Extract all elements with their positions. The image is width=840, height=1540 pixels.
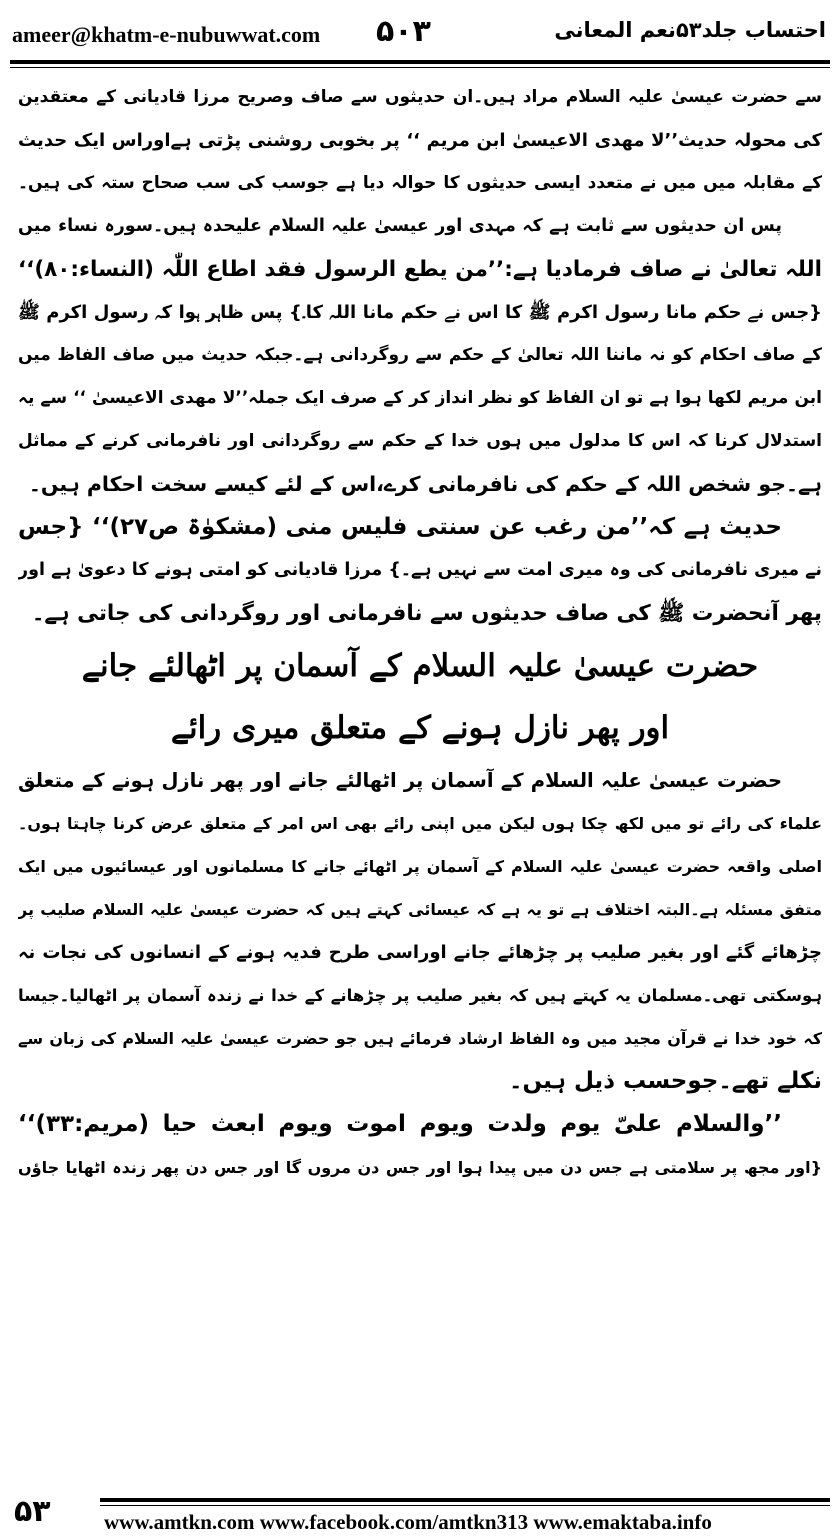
text-line: کہ خود خدا نے قرآن مجید میں وہ الفاظ ارشاد فرمائے ہیں جو حضرت عیسیٰ علیہ السلام کی زبان سے xyxy=(18,1029,822,1048)
text-line: کی محولہ حدیث’’لا مھدی الاعیسیٰ ابن مریم ‘‘ پر بخوبی روشنی پڑتی ہےاوراس ایک حدیث xyxy=(18,130,822,151)
text-line: نے میری نافرمانی کی وہ میری امت سے نہیں ہے۔} مرزا قادیانی کو امتی ہونے کا دعویٰ ہے اور xyxy=(18,560,822,580)
section-heading-line-1: حضرت عیسیٰ علیہ السلام کے آسمان پر اٹھالئے جانے xyxy=(81,648,759,684)
text-line: اصلی واقعہ حضرت عیسیٰ علیہ السلام کے آسمان پر اٹھائے جانے کا مسلمانوں اور عیسائیوں میں ایک xyxy=(18,857,822,876)
text-line: حدیث ہے کہ’’من رغب عن سنتی فلیس منی (مشکوٰۃ ص۲۷)‘‘ {جس xyxy=(18,514,782,540)
text-line: نکلے تھے۔جوحسب ذیل ہیں۔ xyxy=(508,1068,822,1094)
quote-line: ’’والسلام علیّ یوم ولدت ویوم اموت ویوم ابعث حیا (مریم:۳۳)‘‘ xyxy=(18,1111,782,1137)
header-page-number: ۵۰۳ xyxy=(376,14,431,49)
page-body xyxy=(18,76,822,1446)
text-line: ابن مریم لکھا ہوا ہے تو ان الفاظ کو نظر انداز کر کے صرف ایک جملہ’’لا مھدی الاعیسیٰ ‘‘ سے یہ xyxy=(18,388,822,408)
header-email[interactable]: ameer@khatm-e-nubuwwat.com xyxy=(12,22,321,47)
text-line: سے حضرت عیسیٰ علیہ السلام مراد ہیں۔ان حدیثوں سے صاف وصریح مرزا قادیانی کے معتقدین xyxy=(18,87,822,107)
text-line: {اور مجھ پر سلامتی ہے جس دن میں پیدا ہوا اور جس دن مروں گا اور جس دن پھر زندہ اٹھایا جاؤں xyxy=(18,1158,822,1177)
text-line: اللہ تعالیٰ نے صاف فرمادیا ہے:’’من یطع الرسول فقد اطاع اللّٰہ (النساء:۸۰)‘‘ xyxy=(18,257,822,282)
header-rule-thin xyxy=(10,67,830,68)
footer-rule-thin xyxy=(100,1505,830,1506)
text-line: ہوسکتی تھی۔مسلمان یہ کہتے ہیں کہ بغیر صلیب پر چڑھانے کے خدا نے زندہ آسمان پر اٹھالیا۔جیسا xyxy=(18,986,822,1005)
text-line: کے مقابلہ میں میں نے متعدد ایسی حدیثوں کا حوالہ دیا ہے جوسب کی سب صحاح ستہ کی ہیں۔ xyxy=(18,173,822,193)
text-line: علماء کی رائے تو میں لکھ چکا ہوں لیکن میں اپنی رائے بھی اس امر کے متعلق عرض کرنا چاہتا ہوں۔ xyxy=(18,814,822,833)
text-line: حضرت عیسیٰ علیہ السلام کے آسمان پر اٹھالئے جانے اور پھر نازل ہونے کے متعلق xyxy=(18,769,782,792)
text-line: متفق مسئلہ ہے۔البتہ اختلاف ہے تو یہ ہے کہ عیسائی کہتے ہیں کہ حضرت عیسیٰ علیہ السلام صلیب پر xyxy=(18,900,822,919)
header-rule-thick xyxy=(10,60,830,64)
footer-rule-thick xyxy=(100,1498,830,1502)
text-line: چڑھائے گئے اور بغیر صلیب پر چڑھائے جانے اوراسی طرح فدیہ ہونے کے انسانوں کی نجات نہ xyxy=(18,942,822,963)
text-line: پس ان حدیثوں سے ثابت ہے کہ مہدی اور عیسیٰ علیہ السلام علیحدہ ہیں۔سورہ نساء میں xyxy=(18,216,782,236)
text-line: ہے۔جو شخص اللہ کے حکم کی نافرمانی کرے،اس کے لئے کیسے سخت احکام ہیں۔ xyxy=(28,472,822,496)
page-footer xyxy=(0,1490,840,1540)
text-line: پھر آنحضرت ﷺ کی صاف حدیثوں سے نافرمانی اور روگردانی کی جاتی ہے۔ xyxy=(31,601,822,626)
header-book-title: احتساب جلد۵۳نعم المعانی xyxy=(554,18,826,42)
footer-page-number: ۵۳ xyxy=(14,1494,51,1529)
page-header xyxy=(0,0,840,70)
text-line: {جس نے حکم مانا رسول اکرم ﷺ کا اس نے حکم مانا اللہ کا۔} پس ظاہر ہوا کہ رسول اکرم ﷺ xyxy=(18,302,822,323)
section-heading-line-2: اور پھر نازل ہونے کے متعلق میری رائے xyxy=(170,710,670,746)
text-line: کے صاف احکام کو نہ ماننا اللہ تعالیٰ کے حکم سے روگردانی ہے۔جبکہ حدیث میں صاف الفاظ میں xyxy=(18,345,822,365)
footer-links[interactable]: www.amtkn.com www.facebook.com/amtkn313 www.emaktaba.info xyxy=(104,1510,712,1534)
text-line: استدلال کرنا کہ اس کا مدلول میں ہوں خدا کے حکم سے روگردانی اور نافرمانی کرنے کے مماثل xyxy=(18,431,822,451)
